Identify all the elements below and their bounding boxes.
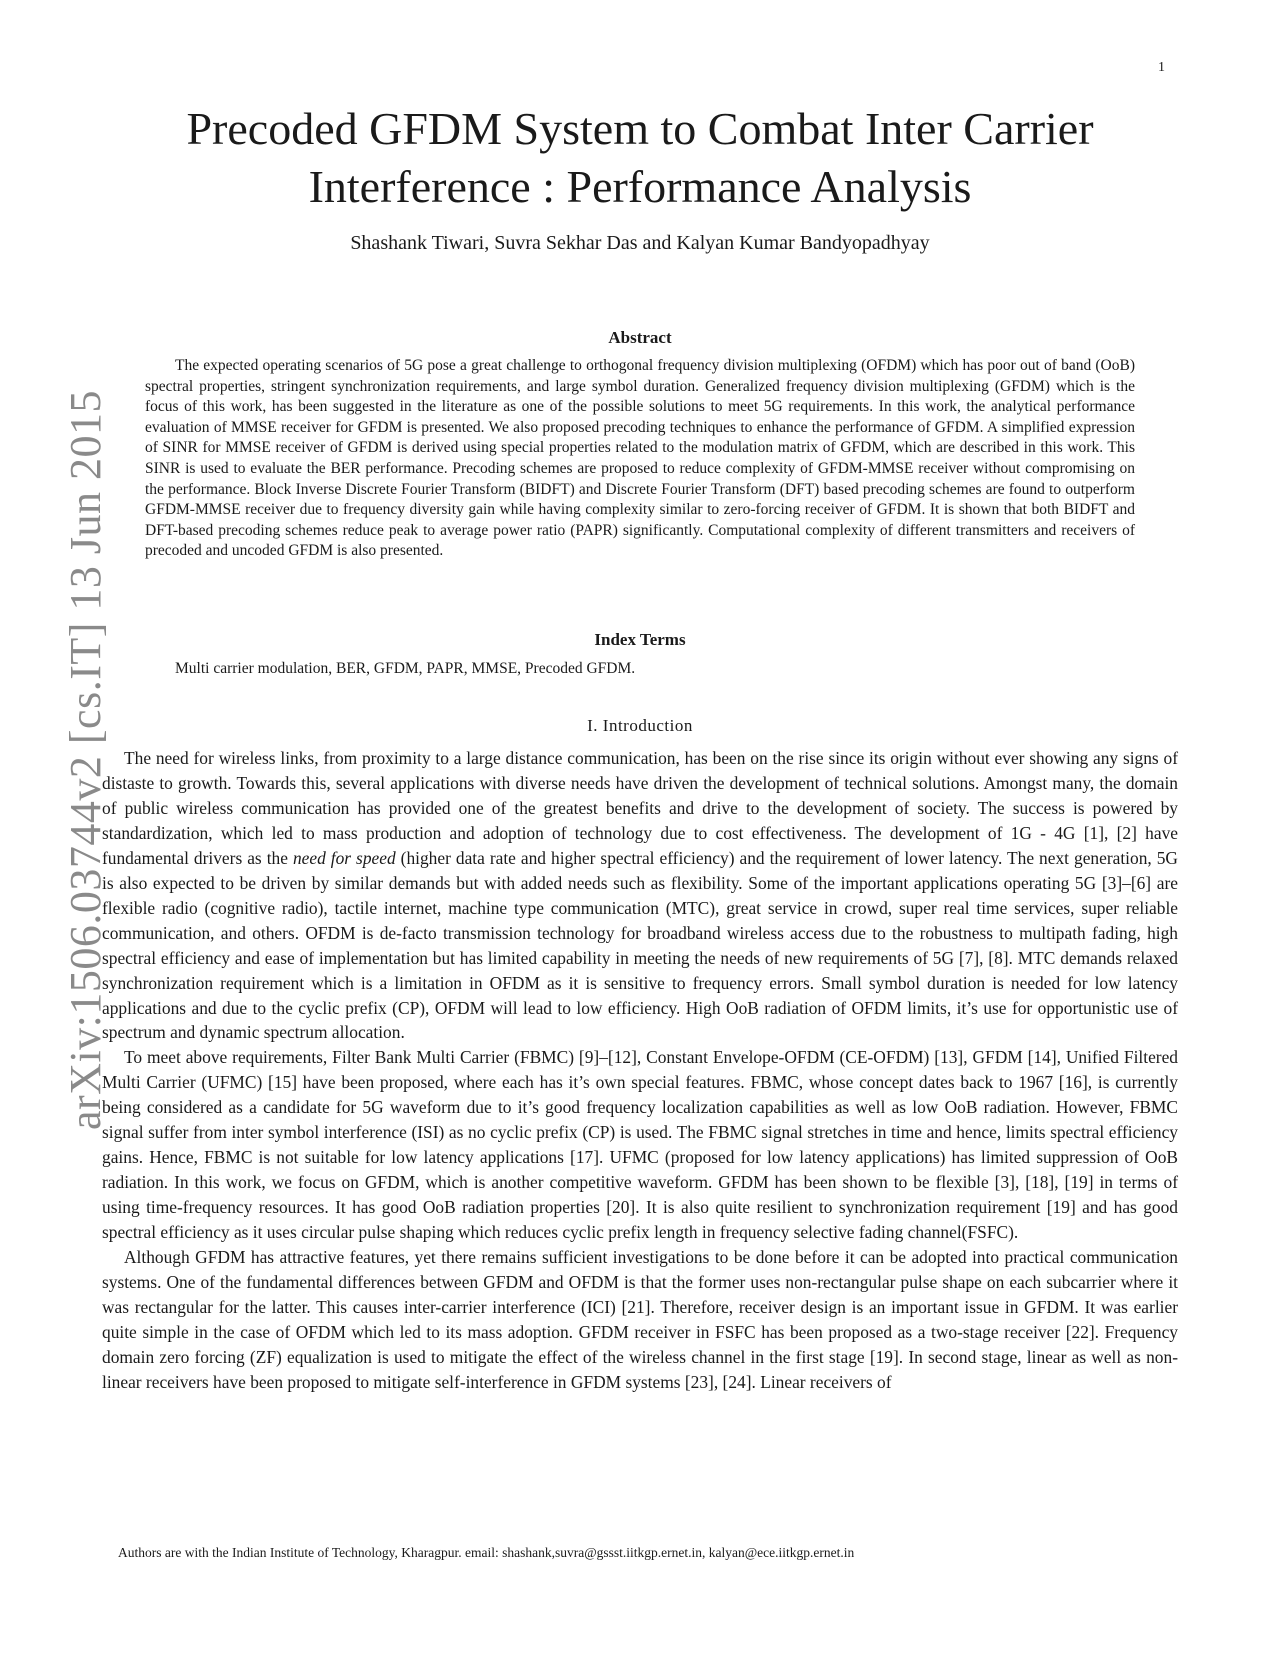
abstract-text: The expected operating scenarios of 5G pose a great challenge to orthogonal frequency division multiplexing (OFDM) which has poor out of band (OoB) spectral properties, stringent synchronization requirements, and large symbol duration. Generalized frequency division multiplexing (GFDM) which is the focus of this work, has been suggested in the literature as one of the possible solutions to meet 5G requirements. In this work, the analytical performance evaluation of MMSE receiver for GFDM is presented. We also proposed precoding techniques to enhance the performance of GFDM. A simplified expression of SINR for MMSE receiver of GFDM is derived using special properties related to the modulation matrix of GFDM, which are described in this work. This SINR is used to evaluate the BER performance. Precoding schemes are proposed to reduce complexity of GFDM-MMSE receiver without compromising on the performance. Block Inverse Discrete Fourier Transform (BIDFT) and Discrete Fourier Transform (DFT) based precoding schemes are found to outperform GFDM-MMSE receiver due to frequency diversity gain while having complexity similar to zero-forcing receiver of GFDM. It is shown that both BIDFT and DFT-based precoding schemes reduce peak to average power ratio (PAPR) significantly. Computational complexity of different transmitters and receivers of precoded and uncoded GFDM is also presented. — [145, 357, 1135, 560]
abstract-heading: Abstract — [608, 328, 672, 347]
author-affiliation-footnote: Authors are with the Indian Institute of Technology, Kharagpur. email: shashank,suvra@gssst.iitkgp.ernet.in, kalyan@ece.iitkgp.ernet.in — [118, 1545, 855, 1560]
title-line-2: Interference : Performance Analysis — [308, 161, 972, 212]
title-line-1: Precoded GFDM System to Combat Inter Carrier — [186, 103, 1094, 154]
introduction-body — [102, 746, 1178, 1395]
section-heading-introduction: I. Introduction — [587, 716, 693, 735]
paper-title — [100, 100, 1180, 216]
intro-paragraph-1 — [102, 746, 1178, 1045]
intro-paragraph-3: Although GFDM has attractive features, yet there remains sufficient investigations to be done before it can be adopted into practical communication systems. One of the fundamental differences between GFDM and OFDM is that the former uses non-rectangular pulse shape on each subcarrier where it was rectangular for the latter. This causes inter-carrier interference (ICI) [21]. Therefore, receiver design is an important issue in GFDM. It was earlier quite simple in the case of OFDM which led to its mass adoption. GFDM receiver in FSFC has been proposed as a two-stage receiver [22]. Frequency domain zero forcing (ZF) equalization is used to mitigate the effect of the wireless channel in the first stage [19]. In second stage, linear as well as non-linear receivers have been proposed to mitigate self-interference in GFDM systems [23], [24]. Linear receivers of — [102, 1247, 1178, 1392]
intro-p1-part-a: The need for wireless links, from proximity to a large distance communication, has been on the rise since its origin without ever showing any signs of distaste to growth. Towards this, several applications with diverse needs have driven the development of technical solutions. Amongst many, the domain of public wireless communication has provided one of the greatest benefits and drive to the development of society. The success is powered by standardization, which led to mass production and adoption of technology due to cost effectiveness. The development of 1G - 4G [1], [2] have fundamental drivers as the — [102, 748, 1178, 868]
index-terms-heading: Index Terms — [594, 630, 686, 649]
intro-paragraph-2: To meet above requirements, Filter Bank Multi Carrier (FBMC) [9]–[12], Constant Envelope-OFDM (CE-OFDM) [13], GFDM [14], Unified Filtered Multi Carrier (UFMC) [15] have been proposed, where each has it’s own special features. FBMC, whose concept dates back to 1967 [16], is currently being considered as a candidate for 5G waveform due to it’s good frequency localization capabilities as well as low OoB radiation. However, FBMC signal suffer from inter symbol interference (ISI) as no cyclic prefix (CP) is used. The FBMC signal stretches in time and hence, limits spectral efficiency gains. Hence, FBMC is not suitable for low latency applications [17]. UFMC (proposed for low latency applications) has limited suppression of OoB radiation. In this work, we focus on GFDM, which is another competitive waveform. GFDM has been shown to be flexible [3], [18], [19] in terms of using time-frequency resources. It has good OoB radiation properties [20]. It is also quite resilient to synchronization requirement [19] and has good spectral efficiency as it uses circular pulse shaping which reduces cyclic prefix length in frequency selective fading channel(FSFC). — [102, 1047, 1178, 1243]
intro-p1-part-b: (higher data rate and higher spectral efficiency) and the requirement of lower latency. The next generation, 5G is also expected to be driven by similar demands but with added needs such as flexibility. Some of the important applications operating 5G [3]–[6] are flexible radio (cognitive radio), tactile internet, machine type communication (MTC), great service in crowd, super real time services, super reliable communication, and others. OFDM is de-facto transmission technology for broadband wireless access due to the robustness to multipath fading, high spectral efficiency and ease of implementation but has limited capability in meeting the needs of new requirements of 5G [7], [8]. MTC demands relaxed synchronization requirement which is a limitation in OFDM as it is sensitive to frequency errors. Small symbol duration is needed for low latency applications and due to the cyclic prefix (CP), OFDM will lead to low efficiency. High OoB radiation of OFDM limits, it’s use for opportunistic use of spectrum and dynamic spectrum allocation. — [102, 847, 1178, 1043]
arxiv-identifier-stamp: arXiv:1506.03744v2 [cs.IT] 13 Jun 2015 — [61, 389, 110, 1130]
intro-p1-emphasis: need for speed — [292, 847, 396, 868]
index-terms: Multi carrier modulation, BER, GFDM, PAPR, MMSE, Precoded GFDM. — [175, 660, 636, 677]
page-number: 1 — [1158, 60, 1165, 75]
author-list: Shashank Tiwari, Suvra Sekhar Das and Kalyan Kumar Bandyopadhyay — [350, 232, 930, 254]
